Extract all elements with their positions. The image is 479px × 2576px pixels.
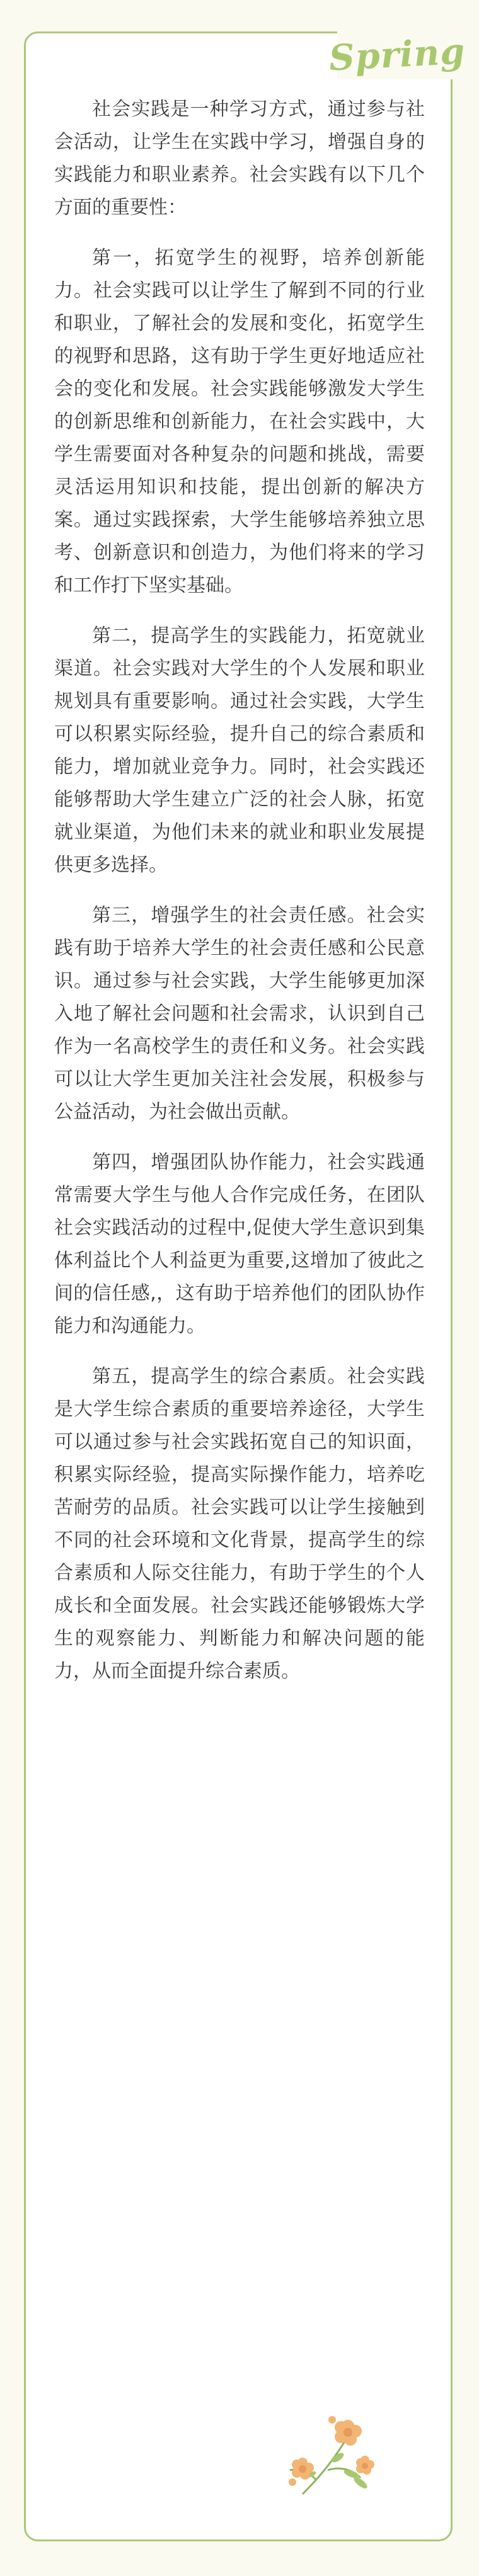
- paragraph-second: 第二，提高学生的实践能力，拓宽就业渠道。社会实践对大学生的个人发展和职业规划具有重要影响。通过社会实践，大学生可以积累实际经验，提升自己的综合素质和能力，增加就业竞争力。同时，社会实践还能够帮助大学生建立广泛的社会人脉，拓宽就业渠道，为他们未来的就业和职业发展提供更多选择。: [54, 625, 425, 876]
- paragraph-intro: 社会实践是一种学习方式，通过参与社会活动，让学生在实践中学习，增强自身的实践能力和职业素养。社会实践有以下几个方面的重要性：: [54, 98, 425, 219]
- flower-blossom-right: [356, 2456, 374, 2475]
- paragraph-first: 第一，拓宽学生的视野，培养创新能力。社会实践可以让学生了解到不同的行业和职业，了解社会的发展和变化，拓宽学生的视野和思路，这有助于学生更好地适应社会的变化和发展。社会实践能够激发大学生的创新思维和创新能力，在社会实践中，大学生需要面对各种复杂的问题和挑战，需要灵活运用知识和技能，提出创新的解决方案。通过实践探索，大学生能够培养独立思考、创新意识和创造力，为他们将来的学习和工作打下坚实基础。: [54, 247, 425, 596]
- flower-sprig-icon: [277, 2406, 384, 2500]
- brand-logo-text: Spring: [328, 30, 466, 79]
- brand-logo: [328, 30, 466, 79]
- flower-blossom-top: [335, 2420, 362, 2446]
- paragraph-third: 第三，增强学生的社会责任感。社会实践有助于培养大学生的社会责任感和公民意识。通过参与社会实践，大学生能够更加深入地了解社会问题和社会需求，认识到自己作为一名高校学生的责任和义务。社会实践可以让大学生更加关注社会发展，积极参与公益活动，为社会做出贡献。: [54, 904, 425, 1123]
- paragraph-fourth: 第四，增强团队协作能力，社会实践通常需要大学生与他人合作完成任务，在团队社会实践活动的过程中,促使大学生意识到集体利益比个人利益更为重要,这增加了彼此之间的信任感,，这有助于培养他们的团队协作能力和沟通能力。: [54, 1151, 425, 1337]
- paragraph-fifth: 第五，提高学生的综合素质。社会实践是大学生综合素质的重要培养途径，大学生可以通过参与社会实践拓宽自己的知识面，积累实际经验，提高实际操作能力，培养吃苦耐劳的品质。社会实践可以让学生接触到不同的社会环境和文化背景，提高学生的综合素质和人际交往能力，有助于学生的个人成长和全面发展。社会实践还能够锻炼大学生的观察能力、判断能力和解决问题的能力，从而全面提升综合素质。: [54, 1365, 425, 1682]
- article-body: [54, 93, 425, 1706]
